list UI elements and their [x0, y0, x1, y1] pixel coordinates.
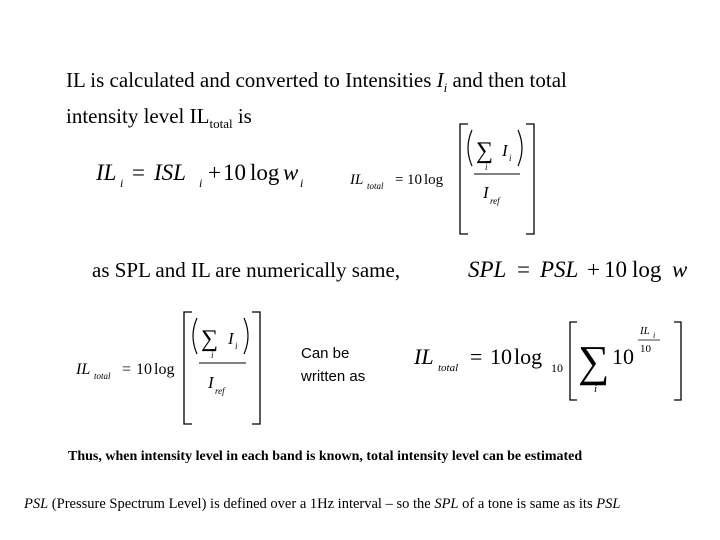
- eq5-lhs: IL: [414, 344, 434, 369]
- eq4-bracket-left: [184, 312, 192, 424]
- eq3-equals: =: [517, 257, 530, 282]
- eq2-num-var: I: [502, 141, 508, 160]
- eq5-bracket-right: [674, 322, 681, 400]
- equation-il-total-b: [74, 308, 274, 428]
- eq2-log: log: [424, 172, 444, 188]
- eq3-lhs: SPL: [468, 257, 507, 282]
- eq5-sum-index: i: [594, 383, 598, 395]
- eq2-paren-right: [518, 130, 522, 166]
- eq2-den-var: I: [483, 183, 489, 202]
- eq3-term1: PSL: [540, 257, 579, 282]
- equation-il-total-a: [350, 120, 540, 238]
- eq4-equals: =: [122, 361, 132, 378]
- eq1-plus: +: [208, 160, 221, 185]
- eq3-coeff: 10: [604, 257, 627, 282]
- eq1-var-sub: i: [300, 176, 304, 190]
- eq4-log: log: [154, 361, 175, 378]
- eq2-equals: =: [395, 172, 404, 188]
- eq1-lhs-sub: i: [120, 176, 124, 190]
- eq2-num-sub: i: [509, 153, 512, 163]
- equation-spl: [462, 250, 702, 290]
- eq2-sum-icon: ∑: [476, 138, 494, 164]
- eq5-lhs-sub: total: [438, 362, 459, 374]
- eq1-coeff: 10: [223, 160, 246, 185]
- eq4-paren-right: [244, 318, 248, 354]
- eq2-paren-left: [468, 130, 472, 166]
- eq4-lhs-sub: total: [94, 371, 111, 381]
- eq5-sum-icon: ∑: [578, 337, 610, 386]
- eq5-bracket-left: [570, 322, 577, 400]
- footer-sentence: PSL (Pressure Spectrum Level) is defined over a 1Hz interval – so the SPL of a tone is same as its PSL: [24, 496, 621, 512]
- eq5-power-base: 10: [612, 344, 634, 369]
- eq2-lhs: IL: [350, 172, 364, 188]
- eq1-term1-sub: i: [199, 176, 203, 190]
- eq4-den-var: I: [208, 373, 214, 392]
- eq2-lhs-sub: total: [367, 181, 384, 191]
- eq3-log: log: [632, 257, 662, 282]
- equation-il-total-c: [410, 316, 690, 404]
- thus-sentence: Thus, when intensity level in each band is known, total intensity level can be estimated: [68, 449, 583, 464]
- intro-line-1: IL is calculated and converted to Intensities $I_i$ and then total: [66, 68, 567, 95]
- eq4-sum-icon: ∑: [201, 326, 219, 352]
- eq1-log: log: [250, 160, 280, 185]
- eq3-plus: +: [587, 257, 600, 282]
- eq1-var: w: [283, 160, 299, 185]
- eq5-equals: =: [470, 344, 483, 369]
- eq3-var: w: [672, 257, 688, 282]
- eq4-coeff: 10: [136, 361, 152, 378]
- eq4-paren-left: [193, 318, 197, 354]
- eq5-exp-num: IL: [640, 325, 650, 337]
- eq2-bracket-right: [526, 124, 534, 234]
- intro-line-2: intensity level $IL_{total}$ is: [66, 104, 252, 131]
- eq2-coeff: 10: [407, 172, 422, 188]
- eq2-bracket-left: [460, 124, 468, 234]
- eq5-exp-num-sub: i: [653, 331, 656, 340]
- eq4-sum-index: i: [211, 350, 214, 360]
- eq4-den-sub: ref: [215, 386, 225, 396]
- eq1-lhs: IL: [96, 160, 117, 185]
- eq4-num-var: I: [228, 329, 234, 348]
- eq1-equals: =: [132, 160, 145, 185]
- eq5-exp-den: 10: [640, 343, 651, 355]
- as-text: as SPL and IL are numerically same,: [92, 258, 401, 282]
- eq4-lhs: IL: [76, 361, 91, 378]
- eq4-num-sub: i: [235, 341, 238, 351]
- eq5-coeff: 10: [490, 344, 512, 369]
- eq5-log: log: [514, 344, 543, 369]
- eq5-log-base: 10: [551, 361, 563, 375]
- eq1-term1: ISL: [154, 160, 186, 185]
- can-be-written-as-note: Can be written as: [301, 345, 366, 385]
- eq2-sum-index: i: [485, 162, 488, 172]
- eq2-den-sub: ref: [490, 196, 500, 206]
- eq4-bracket-right: [252, 312, 260, 424]
- equation-il-i: [92, 150, 322, 200]
